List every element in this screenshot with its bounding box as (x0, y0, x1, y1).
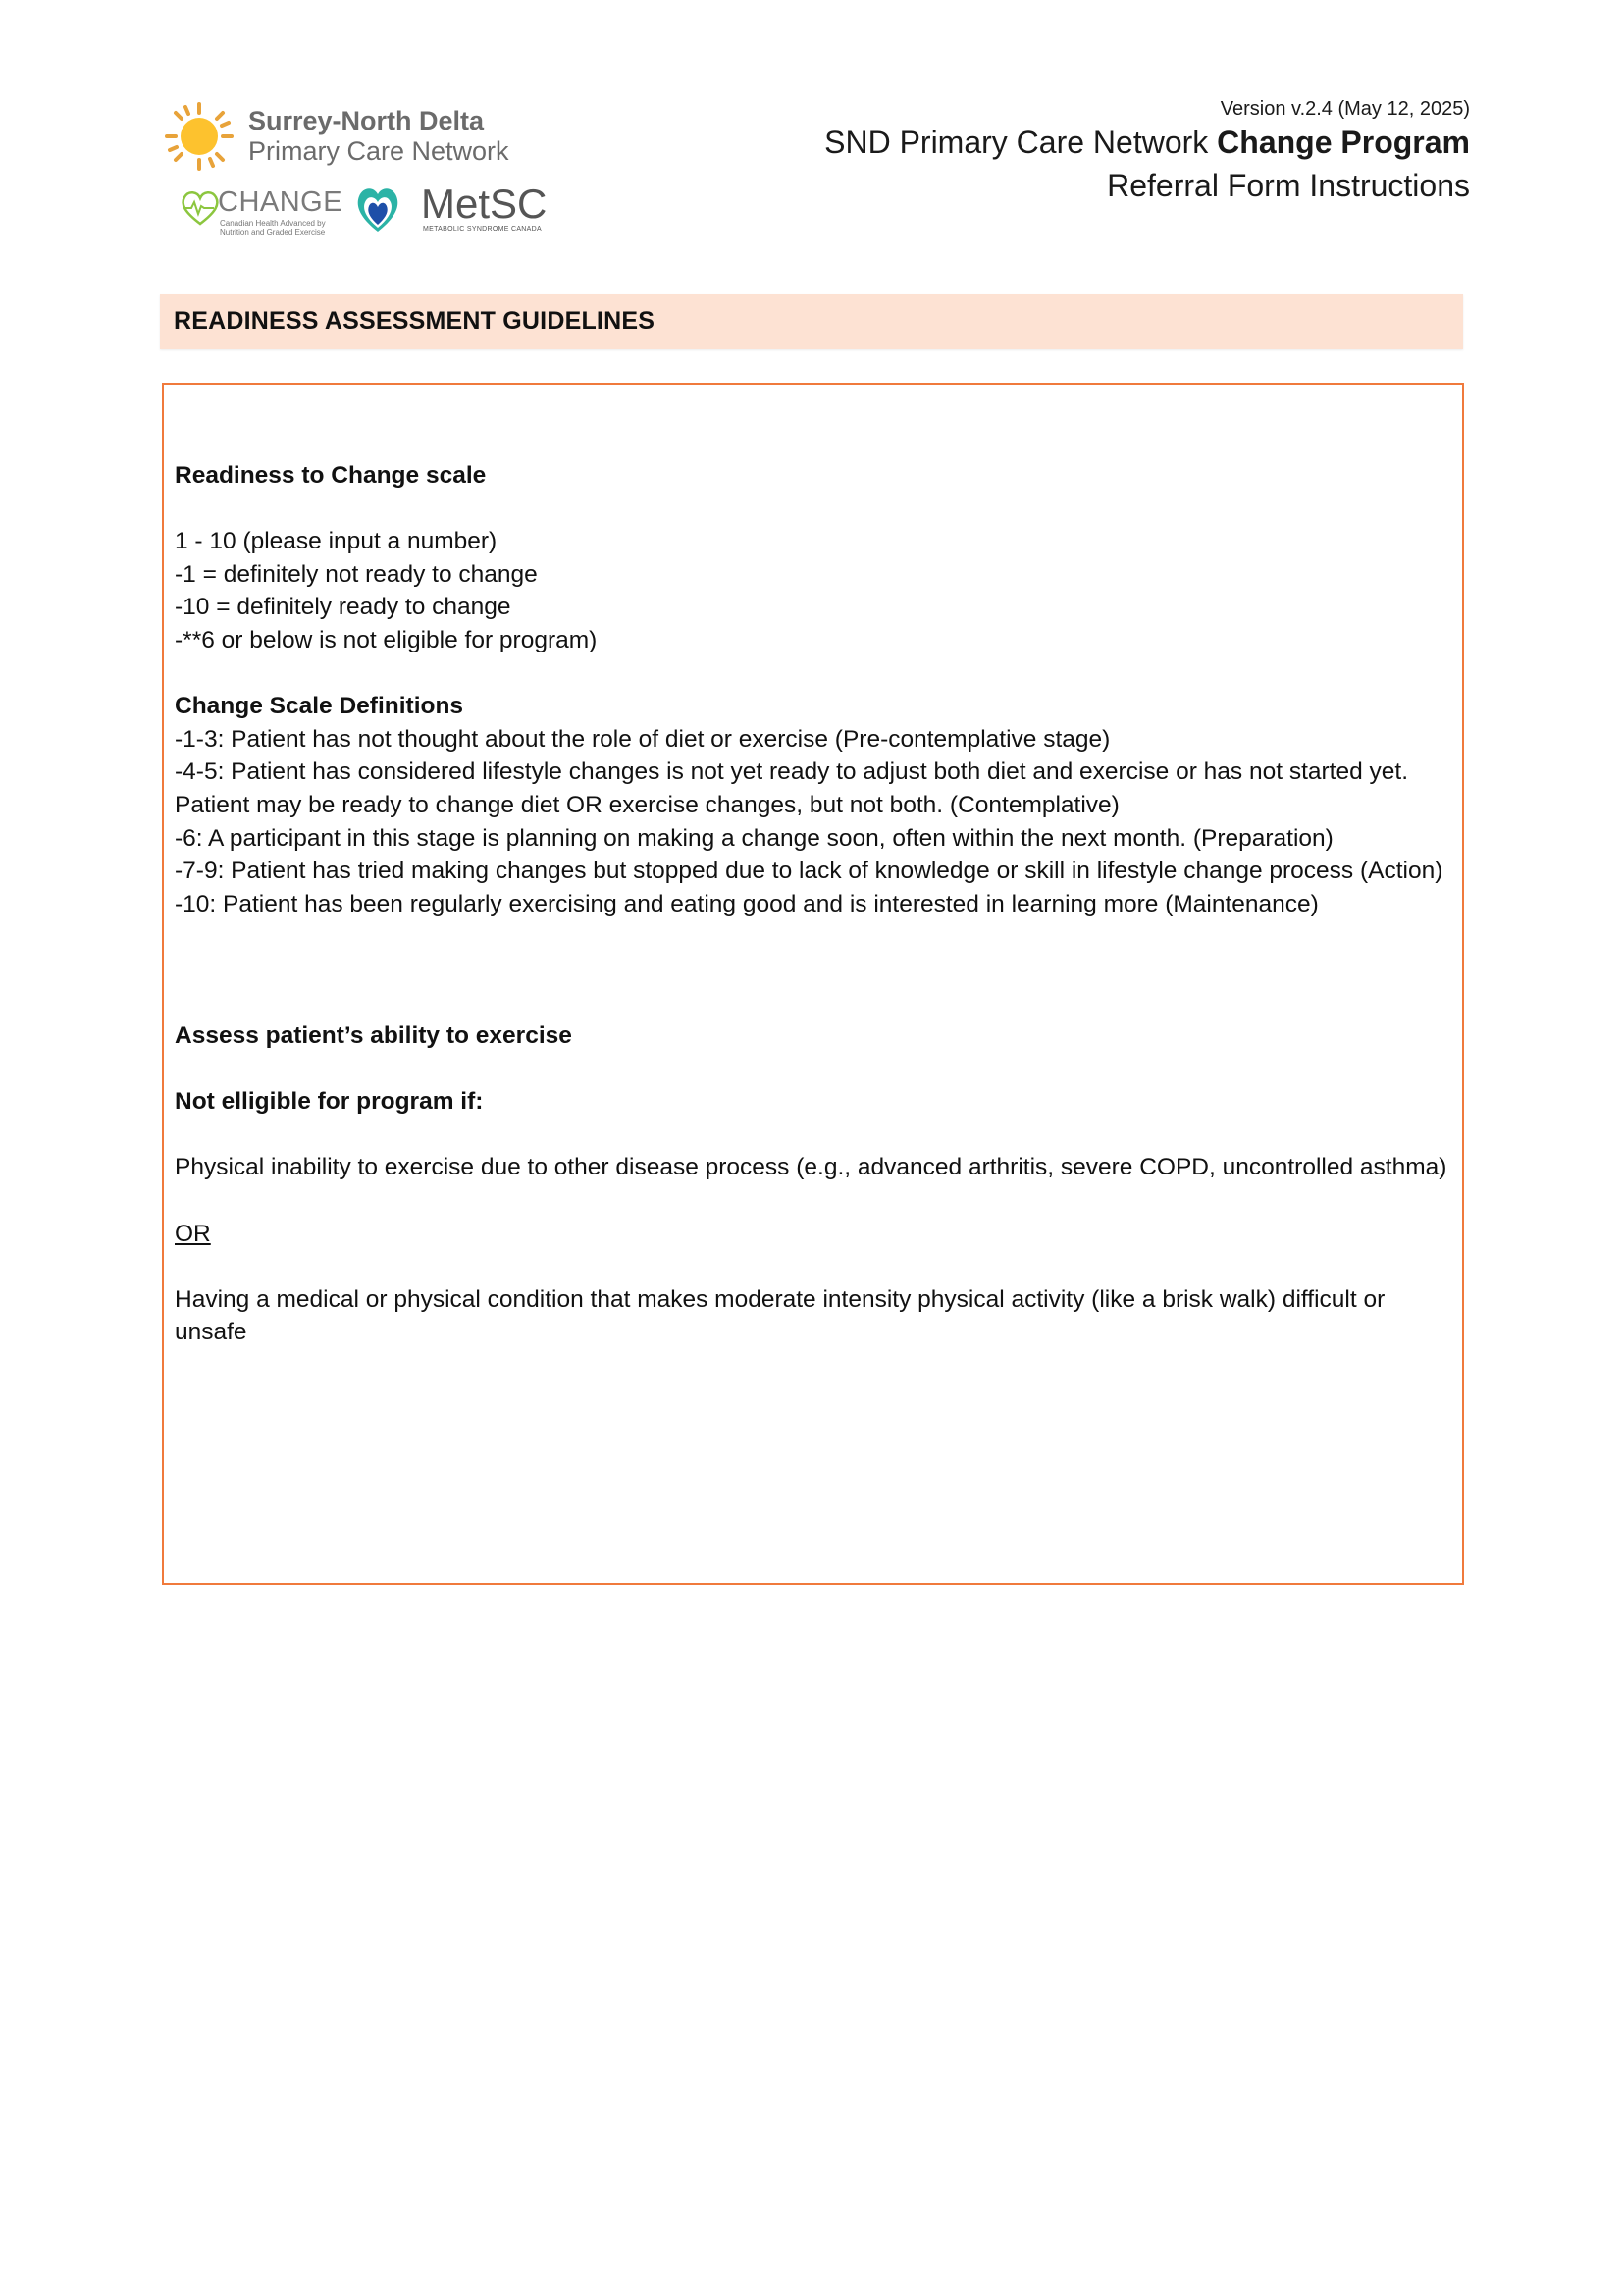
exercise-heading: Assess patient’s ability to exercise (175, 1022, 572, 1050)
readiness-line: 1 - 10 (please input a number) (175, 528, 498, 555)
version-label: Version v.2.4 (May 12, 2025) (1220, 98, 1470, 120)
definition-line: -7-9: Patient has tried making changes but stopped due to lack of knowledge or skill in lifestyle change process (Action) (175, 858, 1443, 885)
exclusion-criterion-2: Having a medical or physical condition that makes moderate intensity physical activity (like a brisk walk) difficult or unsafe (175, 1285, 1386, 1346)
or-label: OR (175, 1220, 211, 1247)
not-eligible-heading: Not elligible for program if: (175, 1088, 484, 1116)
sun-logo-icon (165, 102, 234, 171)
exclusion-criterion-1: Physical inability to exercise due to other disease process (e.g., advanced arthritis, severe COPD, uncontrolled asthma) (175, 1154, 1447, 1181)
document-title-bold: Change Program (1217, 125, 1470, 160)
metsc-logo-word: MetSC (421, 181, 548, 227)
readiness-heading: Readiness to Change scale (175, 462, 487, 489)
change-logo-word: CHANGE (218, 186, 343, 218)
change-logo-subtitle-line2: Nutrition and Graded Exercise (220, 228, 326, 236)
readiness-line: -10 = definitely ready to change (175, 594, 511, 621)
readiness-line: -1 = definitely not ready to change (175, 560, 538, 588)
org-name (248, 106, 509, 167)
definitions-heading: Change Scale Definitions (175, 693, 464, 720)
change-logo-subtitle (220, 219, 326, 236)
org-name-line2: Primary Care Network (248, 136, 509, 166)
change-logo-subtitle-line1: Canadian Health Advanced by (220, 219, 326, 228)
readiness-line: -**6 or below is not eligible for program) (175, 626, 598, 653)
definition-line: -1-3: Patient has not thought about the role of diet or exercise (Pre-contemplative stage) (175, 725, 1111, 753)
metsc-heart-icon (354, 183, 401, 234)
guidelines-content (175, 459, 1448, 1349)
guidelines-box (162, 383, 1464, 1585)
section-header-bar (160, 294, 1463, 349)
definition-line: -10: Patient has been regularly exercising and eating good and is interested in learning more (Maintenance) (175, 890, 1319, 917)
section-title: READINESS ASSESSMENT GUIDELINES (174, 307, 655, 335)
definition-line: -4-5: Patient has considered lifestyle changes is not yet ready to adjust both diet and exercise or has not started yet. Patient may be ready to change diet OR exercise changes, but not both. (Contemplative) (175, 758, 1409, 818)
document-title-regular: SND Primary Care Network (824, 125, 1218, 160)
org-name-line1: Surrey-North Delta (248, 106, 485, 135)
document-subtitle: Referral Form Instructions (1107, 168, 1470, 203)
logo-block (165, 100, 577, 237)
metsc-logo-subtitle: METABOLIC SYNDROME CANADA (423, 226, 542, 233)
definition-line: -6: A participant in this stage is planning on making a change soon, often within the next month. (Preparation) (175, 824, 1334, 852)
document-meta (824, 96, 1470, 208)
document-title (824, 122, 1470, 163)
change-logo (179, 186, 345, 235)
change-heart-icon (179, 186, 222, 230)
